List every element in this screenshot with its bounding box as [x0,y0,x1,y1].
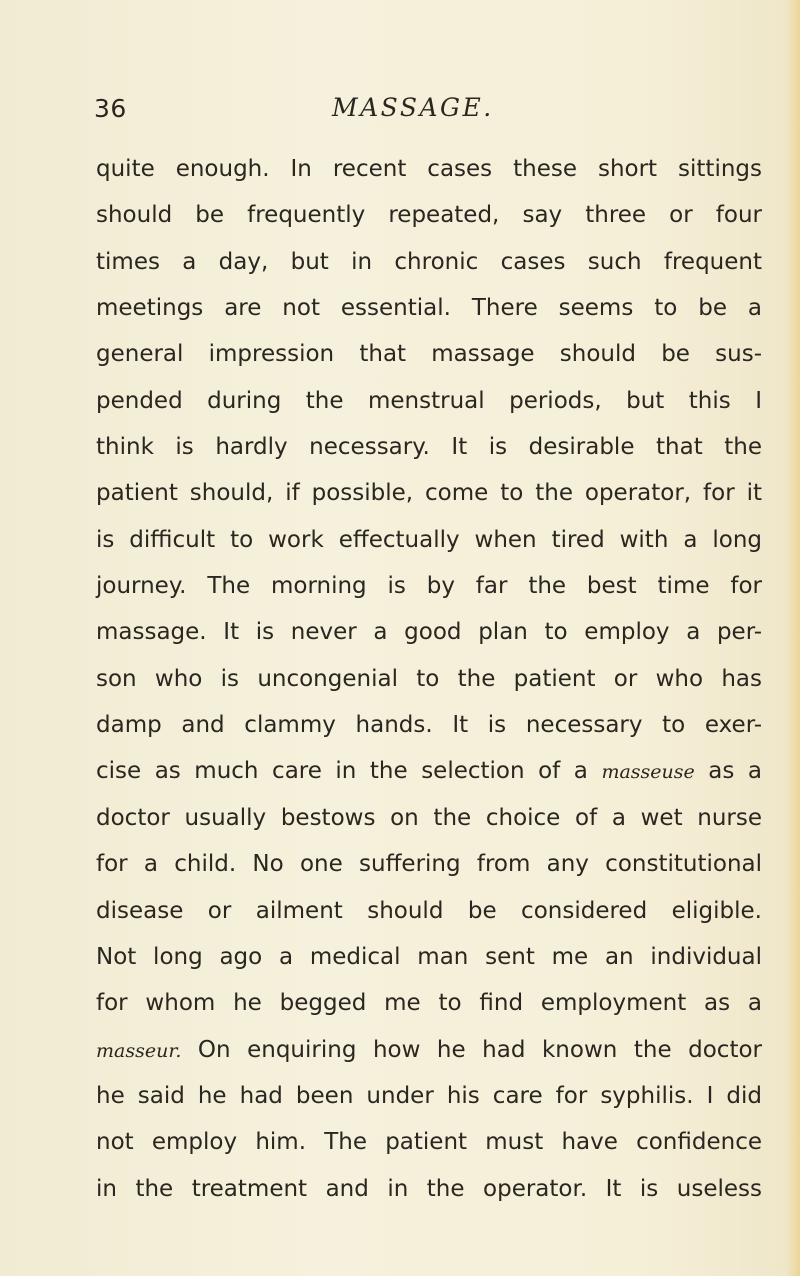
text-line: patient should, if possible, come to the operator, for it [96,480,762,507]
text-line: general impression that massage should be sus- [96,341,762,368]
body-text [96,146,762,1212]
text-line: massage. It is never a good plan to employ a per- [96,619,762,646]
text-line: disease or ailment should be considered eligible. [96,897,762,924]
text-line [96,1027,762,1073]
running-head: MASSAGE. [332,93,494,122]
italic-term: masseur. [96,1039,182,1062]
text-line: not employ him. The patient must have confidence [96,1129,762,1156]
page-header [94,94,714,134]
text-line: should be frequently repeated, say three or four [96,202,762,229]
page-edge [786,0,800,1276]
text-run: as a [694,758,762,785]
text-line: meetings are not essential. There seems to be a [96,295,762,322]
text-line: Not long ago a medical man sent me an individual [96,943,762,970]
page-number: 36 [94,94,127,123]
text-line: times a day, but in chronic cases such frequent [96,248,762,275]
text-line: quite enough. In recent cases these short sittings [96,156,762,182]
text-line: he said he had been under his care for syphilis. I did [96,1082,762,1109]
italic-term: masseuse [601,761,695,784]
text-line: pended during the menstrual periods, but this I [96,387,762,414]
text-line: damp and clammy hands. It is necessary to exer- [96,712,762,739]
text-line: doctor usually bestows on the choice of a wet nurse [96,804,762,831]
text-line: journey. The morning is by far the best time for [96,573,762,600]
text-line: for whom he begged me to find employment as a [96,990,762,1017]
text-line: for a child. No one suffering from any constitutional [96,851,762,878]
text-line [96,748,762,794]
text-line: in the treatment and in the operator. It is useless [96,1175,762,1202]
text-line: is difficult to work effectually when tired with a long [96,526,762,553]
text-line: think is hardly necessary. It is desirable that the [96,434,762,461]
text-run: On enquiring how he had known the doctor [181,1036,762,1063]
text-line: son who is uncongenial to the patient or who has [96,665,762,692]
text-run: cise as much care in the selection of a [96,758,602,785]
